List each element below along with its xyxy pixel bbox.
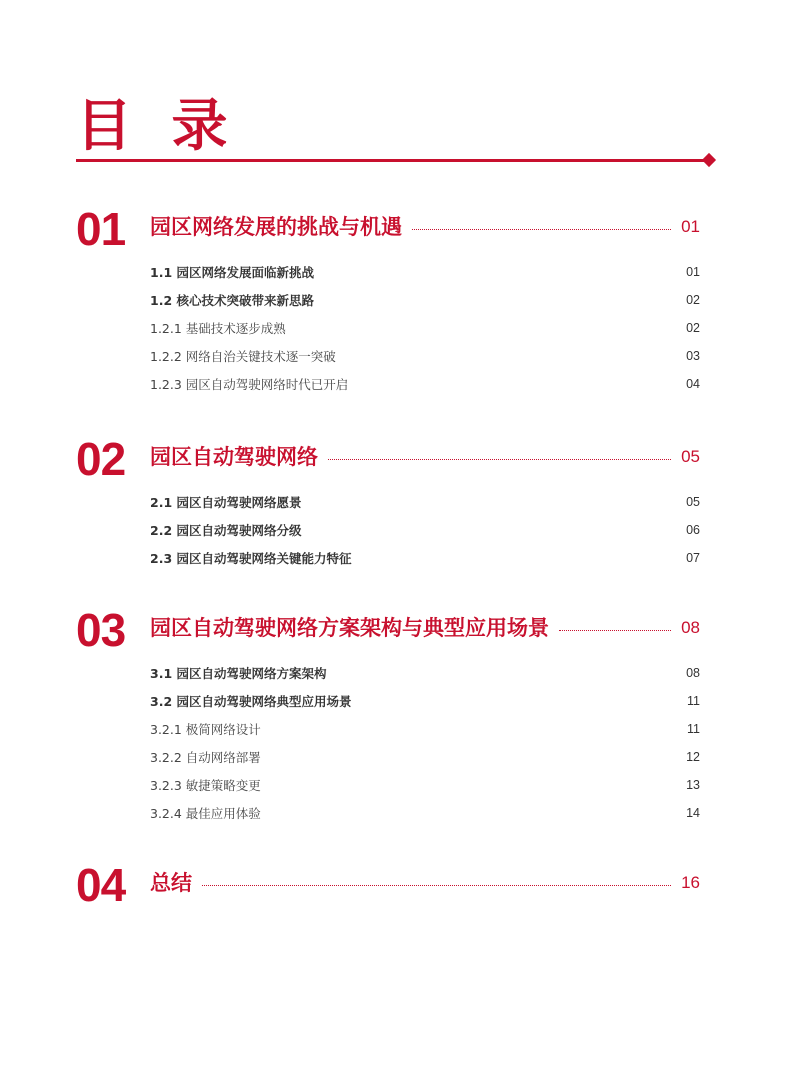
section-page-number: 08 — [681, 618, 700, 637]
entry-page-number: 03 — [686, 349, 700, 363]
entry-page-number: 04 — [686, 377, 700, 391]
entry-label: 3.2 园区自动驾驶网络典型应用场景 — [150, 694, 352, 709]
section-title: 总结 — [150, 871, 192, 895]
toc-entry[interactable] — [76, 743, 700, 771]
section-title: 园区自动驾驶网络 — [150, 445, 318, 469]
entry-label: 2.2 园区自动驾驶网络分级 — [150, 523, 302, 538]
entry-label: 1.2.3 园区自动驾驶网络时代已开启 — [150, 377, 349, 392]
entry-page-number: 08 — [686, 666, 700, 680]
dot-leader — [328, 459, 671, 460]
toc-section-03 — [76, 604, 700, 827]
toc-entry[interactable] — [76, 687, 700, 715]
entry-page-number: 05 — [686, 495, 700, 509]
section-page-number: 05 — [681, 447, 700, 466]
entry-label: 1.2 核心技术突破带来新思路 — [150, 293, 314, 308]
page-title: 目 录 — [76, 94, 238, 159]
toc-entry[interactable] — [76, 488, 700, 516]
entry-page-number: 02 — [686, 293, 700, 307]
entry-label: 3.2.2 自动网络部署 — [150, 750, 261, 765]
entry-label: 2.1 园区自动驾驶网络愿景 — [150, 495, 302, 510]
toc-entry[interactable] — [76, 715, 700, 743]
section-number: 01 — [76, 203, 126, 255]
toc-entry[interactable] — [76, 258, 700, 286]
toc-entry[interactable] — [76, 771, 700, 799]
toc-entry[interactable] — [76, 799, 700, 827]
toc-entry[interactable] — [76, 286, 700, 314]
entry-page-number: 11 — [687, 722, 700, 736]
section-heading[interactable] — [76, 859, 700, 911]
entry-page-number: 02 — [686, 321, 700, 335]
entry-label: 1.2.2 网络自治关键技术逐一突破 — [150, 349, 336, 364]
toc-entry[interactable] — [76, 314, 700, 342]
dot-leader — [559, 630, 671, 631]
section-page-number: 01 — [681, 217, 700, 236]
section-title: 园区网络发展的挑战与机遇 — [150, 215, 402, 239]
toc-entry[interactable] — [76, 659, 700, 687]
entry-page-number: 13 — [686, 778, 700, 792]
entry-label: 3.2.1 极简网络设计 — [150, 722, 261, 737]
section-page-number: 16 — [681, 873, 700, 892]
title-diamond-ornament — [702, 153, 716, 167]
dot-leader — [202, 885, 671, 886]
entry-page-number: 01 — [686, 265, 700, 279]
entry-page-number: 11 — [687, 694, 700, 708]
section-heading[interactable] — [76, 604, 700, 656]
toc-entry[interactable] — [76, 370, 700, 398]
entry-page-number: 06 — [686, 523, 700, 537]
dot-leader — [412, 229, 671, 230]
entry-page-number: 12 — [686, 750, 700, 764]
toc-entry[interactable] — [76, 544, 700, 572]
toc-entry[interactable] — [76, 516, 700, 544]
toc-section-02 — [76, 433, 700, 572]
entry-label: 3.1 园区自动驾驶网络方案架构 — [150, 666, 327, 681]
section-number: 02 — [76, 433, 126, 485]
section-heading[interactable] — [76, 433, 700, 485]
entry-label: 2.3 园区自动驾驶网络关键能力特征 — [150, 551, 352, 566]
toc-entry[interactable] — [76, 342, 700, 370]
entry-page-number: 14 — [686, 806, 700, 820]
entry-label: 3.2.3 敏捷策略变更 — [150, 778, 261, 793]
section-heading[interactable] — [76, 203, 700, 255]
entry-label: 1.1 园区网络发展面临新挑战 — [150, 265, 314, 280]
toc-section-01 — [76, 203, 700, 398]
entry-page-number: 07 — [686, 551, 700, 565]
section-title: 园区自动驾驶网络方案架构与典型应用场景 — [150, 616, 549, 640]
entry-label: 1.2.1 基础技术逐步成熟 — [150, 321, 286, 336]
section-number: 03 — [76, 604, 126, 656]
title-rule — [76, 159, 708, 162]
section-number: 04 — [76, 859, 126, 911]
entry-label: 3.2.4 最佳应用体验 — [150, 806, 261, 821]
toc-section-04 — [76, 859, 700, 911]
